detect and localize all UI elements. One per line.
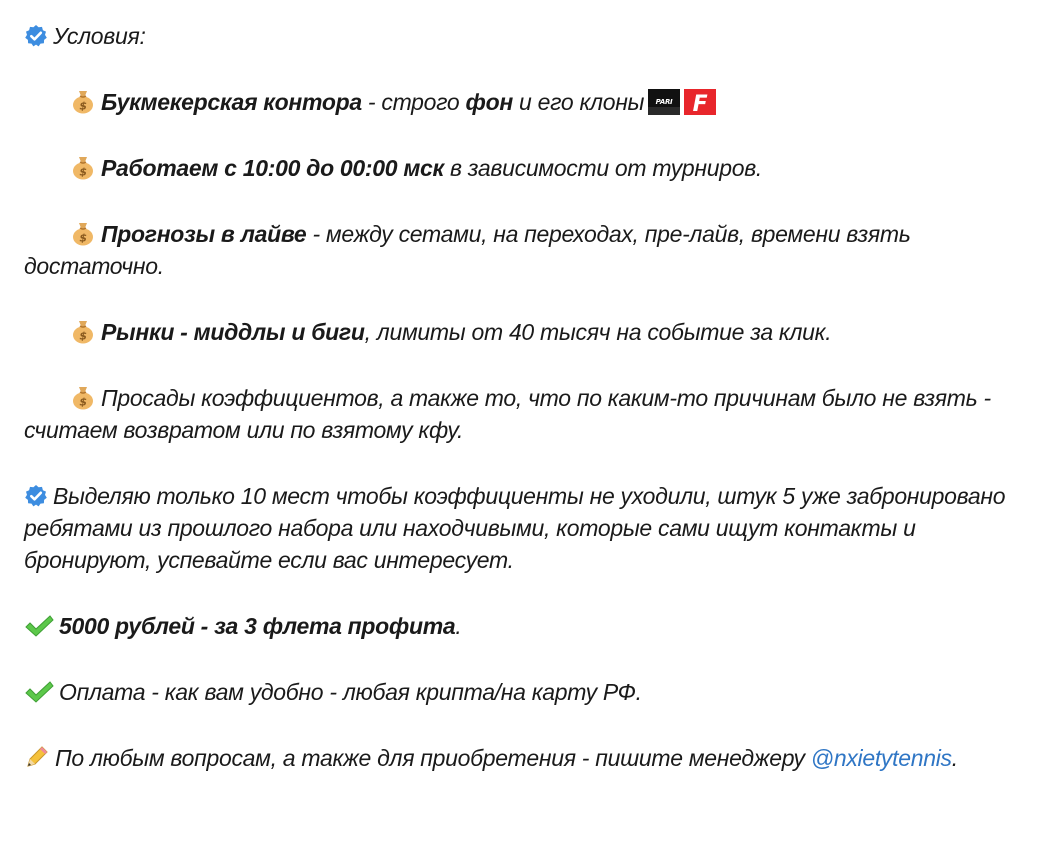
money-bag-icon: [70, 384, 96, 410]
svg-text:$: $: [79, 329, 87, 343]
check-mark-icon: [24, 614, 54, 638]
message-body: [24, 20, 1024, 808]
conditions-heading: [24, 20, 1024, 52]
bookmaker-text-1: - строго: [361, 89, 466, 115]
live-item: [24, 218, 1024, 282]
conditions-heading-text: Условия:: [53, 23, 146, 49]
contact-paragraph: [24, 742, 1024, 774]
drops-text: Просады коэффициентов, а также то, что по каким-то причинам было не взять - считаем возвратом или по взятому кфу.: [24, 385, 991, 443]
bookmaker-fon: фон: [465, 89, 513, 115]
bookmaker-label: Букмекерская контора: [101, 89, 362, 115]
contact-end: .: [951, 745, 958, 771]
hours-item: [24, 152, 1024, 184]
verified-badge-icon: [24, 24, 48, 48]
price-end: .: [455, 613, 462, 639]
contact-text: По любым вопросам, а также для приобретения - пишите менеджеру: [55, 745, 811, 771]
svg-text:$: $: [79, 231, 87, 245]
money-bag-icon: [70, 220, 96, 246]
check-mark-icon: [24, 680, 54, 704]
payment-paragraph: [24, 676, 1024, 708]
markets-item: [24, 316, 1024, 348]
payment-text: Оплата - как вам удобно - любая крипта/на карту РФ.: [59, 679, 642, 705]
markets-label: Рынки - миддлы и биги: [101, 319, 365, 345]
pencil-icon: [24, 744, 50, 770]
hours-label: Работаем с 10:00 до 00:00 мск: [101, 155, 444, 181]
fonbet-logo-text: F: [692, 92, 708, 115]
live-text: - между сетами, на переходах, пре-лайв, времени взять достаточно.: [24, 221, 911, 279]
pari-logo-icon: [648, 89, 680, 115]
price-paragraph: [24, 610, 1024, 642]
money-bag-icon: [70, 154, 96, 180]
bookmaker-text-2: и его клоны: [512, 89, 645, 115]
manager-link[interactable]: @nxietytennis: [810, 745, 952, 771]
svg-text:$: $: [79, 165, 87, 179]
hours-text: в зависимости от турниров.: [443, 155, 763, 181]
price-label: 5000 рублей - за 3 флета профита: [59, 613, 456, 639]
money-bag-icon: [70, 88, 96, 114]
money-bag-icon: [70, 318, 96, 344]
fonbet-logo-icon: [684, 89, 716, 115]
svg-text:$: $: [79, 395, 87, 409]
drops-item: [24, 382, 1024, 446]
verified-badge-icon: [24, 484, 48, 508]
slots-text: Выделяю только 10 мест чтобы коэффициенты не уходили, штук 5 уже забронировано ребятами из прошлого набора или находчивыми, которые сами ищут контакты и бронируют, успевайте если вас интересует.: [24, 483, 1006, 573]
slots-paragraph: [24, 480, 1024, 576]
markets-text: , лимиты от 40 тысяч на событие за клик.: [364, 319, 832, 345]
pari-logo-text: PARI: [655, 98, 673, 106]
live-label: Прогнозы в лайве: [101, 221, 307, 247]
svg-text:$: $: [79, 99, 87, 113]
bookmaker-item: [24, 86, 1024, 118]
